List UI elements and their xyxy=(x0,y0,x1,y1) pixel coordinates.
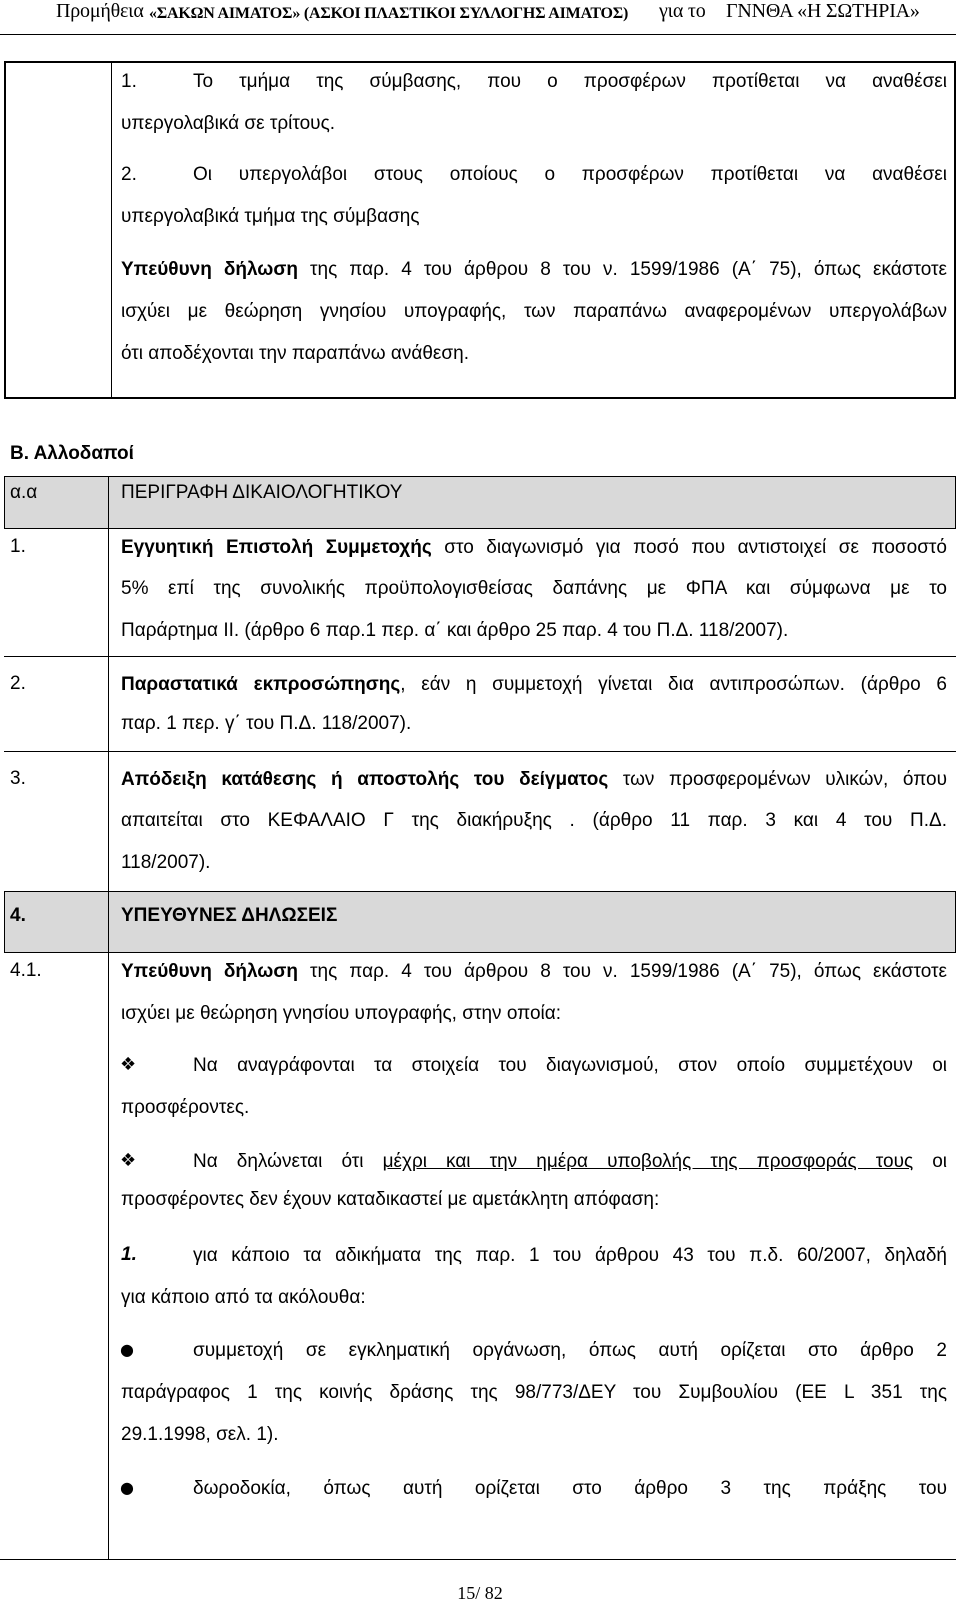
bullet-1-line-1: Να αναγράφονται τα στοιχεία του διαγωνισμού, στον οποίο συμμετέχουν οι xyxy=(193,1055,947,1076)
row-3-number: 3. xyxy=(10,768,26,789)
section-4-1-line-1 xyxy=(121,961,947,983)
page-header xyxy=(0,0,960,30)
item-2-number: 2. xyxy=(121,164,137,185)
bullet-2-underlined: μέχρι και την ημέρα υποβολής της προσφοράς τους xyxy=(382,1151,914,1172)
row-3-bold: Απόδειξη κατάθεσης ή αποστολής του δείγματος xyxy=(121,769,609,790)
section-4-1-line-2: ισχύει με θεώρηση γνησίου υπογραφής, στην οποία: xyxy=(121,1003,562,1024)
declaration-line-2: ισχύει με θεώρηση γνησίου υπογραφής, των παραπάνω αναφερομένων υπεργολάβων xyxy=(121,301,947,322)
row-1-line-3: Παράρτημα ΙΙ. (άρθρο 6 παρ.1 περ. α΄ και άρθρο 25 παρ. 4 του Π.Δ. 118/2007). xyxy=(121,620,789,641)
col-header-description: ΠΕΡΙΓΡΑΦΗ ΔΙΚΑΙΟΛΟΓΗΤΙΚΟΥ xyxy=(121,482,403,503)
dot-1-line-3: 29.1.1998, σελ. 1). xyxy=(121,1424,279,1445)
item-1-line-1: Το τμήμα της σύμβασης, που ο προσφέρων προτίθεται να αναθέσει xyxy=(193,71,947,92)
row-1-line-1 xyxy=(121,537,947,559)
diamond-bullet-icon: ❖ xyxy=(120,1150,137,1171)
section-4-title: ΥΠΕΥΘΥΝΕΣ ΔΗΛΩΣΕΙΣ xyxy=(121,905,338,926)
item-1-number: 1. xyxy=(121,71,137,92)
dot-2-line-1: δωροδοκία, όπως αυτή ορίζεται στο άρθρο 3 της πράξης του xyxy=(193,1478,947,1499)
section-4-number: 4. xyxy=(10,905,26,926)
sub-item-1-line-2: για κάποιο από τα ακόλουθα: xyxy=(121,1287,366,1308)
row-3-line-1 xyxy=(121,769,947,791)
row-2-line-2: παρ. 1 περ. γ΄ του Π.Δ. 118/2007). xyxy=(121,713,412,734)
dot-1-line-1: συμμετοχή σε εγκληματική οργάνωση, όπως αυτή ορίζεται στο άρθρο 2 xyxy=(193,1340,947,1361)
row-2-number: 2. xyxy=(10,673,26,694)
item-2-line-1: Οι υπεργολάβοι στους οποίους ο προσφέρων προτίθεται να αναθέσει xyxy=(193,164,947,185)
declaration-line-1 xyxy=(121,259,947,281)
declaration-line-3: ότι αποδέχονται την παραπάνω ανάθεση. xyxy=(121,343,469,364)
bullet-2-line-2: προσφέροντες δεν έχουν καταδικαστεί με αμετάκλητη απόφαση: xyxy=(121,1189,660,1210)
col-divider-bottom xyxy=(108,953,109,1559)
row-1-line-2: 5% επί της συνολικής προϋπολογισθείσας δαπάνης με ΦΠΑ και σύμφωνα με το xyxy=(121,578,947,599)
row-2-line-1 xyxy=(121,674,947,696)
row-1-number: 1. xyxy=(10,536,26,557)
row-3-line-2: απαιτείται στο ΚΕΦΑΛΑΙΟ Γ της διακήρυξης . (άρθρο 11 παρ. 3 και 4 του Π.Δ. xyxy=(121,810,947,831)
col-divider-top xyxy=(108,476,109,956)
dot-bullet-icon: ● xyxy=(120,1340,134,1359)
row-divider xyxy=(4,751,956,752)
col-divider-section-4 xyxy=(108,891,109,953)
header-rule xyxy=(0,34,956,35)
row-1-bold: Εγγυητική Επιστολή Συμμετοχής xyxy=(121,537,432,558)
bullet-2-pre: Να δηλώνεται ότι xyxy=(193,1151,364,1172)
item-2-line-2: υπεργολαβικά τμήμα της σύμβασης xyxy=(121,206,420,227)
dot-1-line-2: παράγραφος 1 της κοινής δράσης της 98/773/ΔΕΥ του Συμβουλίου (ΕΕ L 351 της xyxy=(121,1382,947,1403)
row-2-bold: Παραστατικά εκπροσώπησης xyxy=(121,674,401,695)
dot-bullet-icon: ● xyxy=(120,1478,134,1497)
row-3-line-3: 118/2007). xyxy=(121,852,211,873)
declaration-bold: Υπεύθυνη δήλωση xyxy=(121,259,298,280)
section-4-1-line-1-rest: της παρ. 4 του άρθρου 8 του ν. 1599/1986 (Α΄ 75), όπως εκάστοτε xyxy=(310,961,947,982)
bullet-2-line-1 xyxy=(193,1151,947,1173)
row-divider xyxy=(4,656,956,657)
row-2-line-1-rest: , εάν η συμμετοχή γίνεται δια αντιπροσώπων. (άρθρο 6 xyxy=(400,674,947,695)
declaration-rest: της παρ. 4 του άρθρου 8 του ν. 1599/1986 (Α΄ 75), όπως εκάστοτε xyxy=(310,259,947,280)
header-org: ΓΝΝΘΑ «Η ΣΩΤΗΡΙΑ» xyxy=(726,0,920,22)
row-3-line-1-rest: των προσφερομένων υλικών, όπου xyxy=(622,769,948,790)
sub-item-1-number: 1. xyxy=(121,1244,137,1265)
bullet-1-line-2: προσφέροντες. xyxy=(121,1097,250,1118)
page-number: 15/ 82 xyxy=(457,1583,503,1603)
section-b-title: Β. Αλλοδαποί xyxy=(10,443,134,464)
item-1-line-2: υπεργολαβικά σε τρίτους. xyxy=(121,113,336,134)
col-header-aa: α.α xyxy=(10,482,38,503)
row-1-line-1-rest: στο διαγωνισμό για ποσό που αντιστοιχεί σε ποσοστό xyxy=(444,537,947,558)
footer-rule xyxy=(0,1559,956,1560)
header-part-1: Προμήθεια xyxy=(56,0,144,22)
diamond-bullet-icon: ❖ xyxy=(120,1054,137,1075)
sub-item-1-line-1: για κάποιο τα αδικήματα της παρ. 1 του άρθρου 43 του π.δ. 60/2007, δηλαδή xyxy=(193,1245,947,1266)
header-part-3: για το xyxy=(659,0,706,22)
bullet-2-post: οι xyxy=(932,1151,947,1172)
table-column-divider xyxy=(111,63,112,397)
section-4-1-bold: Υπεύθυνη δήλωση xyxy=(121,961,298,982)
section-4-1-number: 4.1. xyxy=(10,960,42,981)
header-title: «ΣΑΚΩΝ ΑΙΜΑΤΟΣ» (ΑΣΚΟΙ ΠΛΑΣΤΙΚΟΙ ΣΥΛΛΟΓΗΣ ΑΙΜΑΤΟΣ) xyxy=(149,5,629,22)
